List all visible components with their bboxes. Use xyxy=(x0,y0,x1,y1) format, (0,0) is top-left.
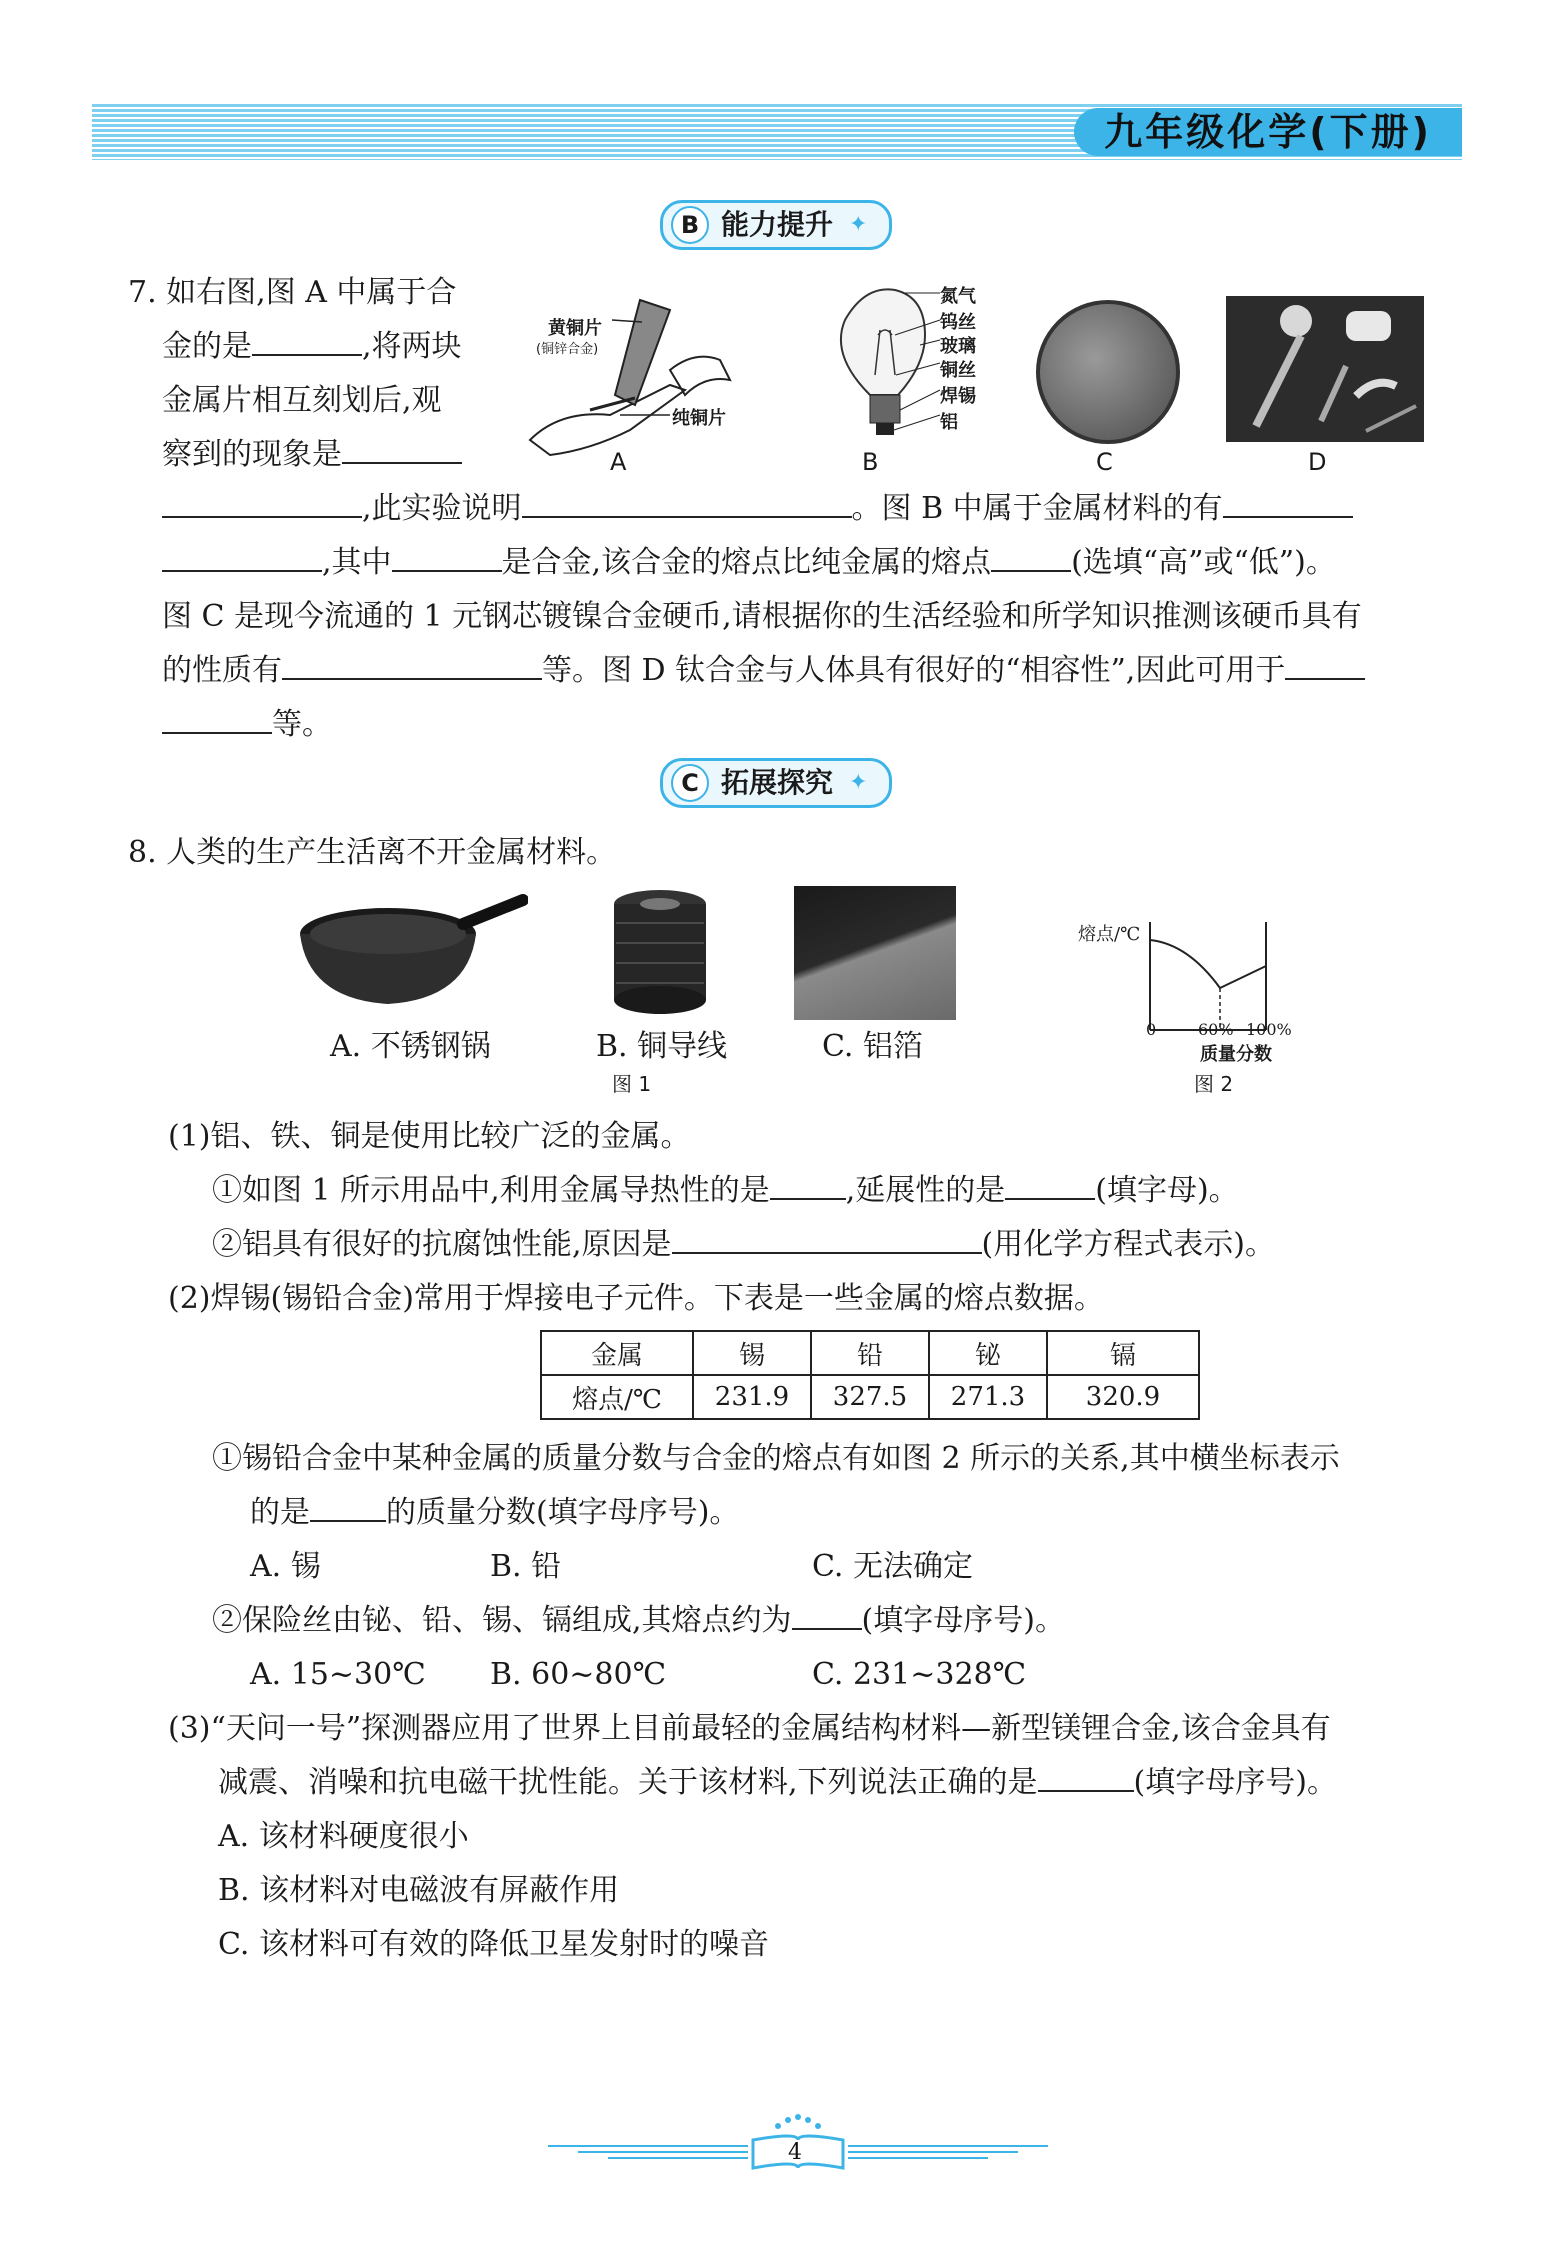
figure-c-label: C xyxy=(1096,448,1113,476)
answer-blank[interactable] xyxy=(162,486,362,518)
section-letter: C xyxy=(671,764,709,802)
table-cell: 镉 xyxy=(1047,1331,1199,1375)
table-row xyxy=(541,1375,1199,1419)
q8-p2b xyxy=(212,1594,1065,1648)
option: A. 15~30℃ xyxy=(250,1657,426,1692)
table-cell: 熔点/℃ xyxy=(541,1375,693,1419)
q7-line2 xyxy=(162,320,462,374)
fig2-tick: 60% xyxy=(1198,1020,1234,1039)
q8-text: ①如图 1 所示用品中,利用金属导热性的是 xyxy=(212,1173,770,1208)
q8-text: ②保险丝由铋、铅、锡、镉组成,其熔点约为 xyxy=(212,1603,792,1638)
q7-text: (选填“高”或“低”)。 xyxy=(1071,545,1336,580)
fig2-ylabel: 熔点/℃ xyxy=(1078,924,1141,945)
bulb-part-label: 钨丝 xyxy=(940,312,976,333)
q7-text: 察到的现象是 xyxy=(162,437,342,472)
implant-illustration xyxy=(1226,296,1424,442)
q8-p3-line1: (3)“天问一号”探测器应用了世界上目前最轻的金属结构材料—新型镁锂合金,该合金具有 xyxy=(168,1711,1331,1746)
q7-line4 xyxy=(162,428,462,482)
section-badge-c xyxy=(660,758,892,808)
bulb-part-label: 氮气 xyxy=(940,286,976,307)
q8-p2a-line2 xyxy=(250,1486,739,1540)
q7-text: ,将两块 xyxy=(362,329,462,364)
q8-text: (填字母)。 xyxy=(1095,1173,1239,1208)
table-cell: 铅 xyxy=(811,1331,929,1375)
answer-blank[interactable] xyxy=(162,702,272,734)
q7-text: ,此实验说明 xyxy=(362,491,522,526)
answer-blank[interactable] xyxy=(770,1168,846,1200)
star-icon: ✦ xyxy=(849,770,868,795)
option: C. 该材料可有效的降低卫星发射时的噪音 xyxy=(218,1927,769,1962)
option: B. 该材料对电磁波有屏蔽作用 xyxy=(218,1873,620,1908)
q8-p3-line2 xyxy=(218,1756,1337,1810)
table-cell: 271.3 xyxy=(929,1375,1047,1419)
q7-text: 。图 B 中属于金属材料的有 xyxy=(851,491,1223,526)
q7-text: ,其中 xyxy=(322,545,392,580)
q7-text: 是合金,该合金的熔点比纯金属的熔点 xyxy=(501,545,992,580)
q7-text: 等。图 D 钛合金与人体具有很好的“相容性”,因此可用于 xyxy=(542,653,1286,688)
answer-blank[interactable] xyxy=(1038,1760,1134,1792)
q8-p1a xyxy=(212,1164,1239,1218)
wire-spool-illustration xyxy=(610,888,710,1018)
answer-blank[interactable] xyxy=(1285,648,1365,680)
option: A. 锡 xyxy=(250,1549,321,1584)
figure-a-label: A xyxy=(610,448,627,476)
table-header-row xyxy=(541,1331,1199,1375)
fig1-item-b: B. 铜导线 xyxy=(596,1029,728,1064)
q8-p2: (2)焊锡(锡铅合金)常用于焊接电子元件。下表是一些金属的熔点数据。 xyxy=(168,1281,1104,1316)
copper-label: 纯铜片 xyxy=(672,408,726,429)
section-title: 能力提升 xyxy=(721,208,834,241)
bulb-part-label: 铝 xyxy=(940,412,958,433)
table-cell: 320.9 xyxy=(1047,1375,1199,1419)
table-cell: 327.5 xyxy=(811,1375,929,1419)
q8-p1: (1)铝、铁、铜是使用比较广泛的金属。 xyxy=(168,1119,691,1154)
q7-text: 的性质有 xyxy=(162,653,282,688)
fig1-item-c: C. 铝箔 xyxy=(822,1029,923,1064)
fig2-xlabel: 质量分数 xyxy=(1200,1044,1272,1065)
fig1-item-a: A. 不锈钢锅 xyxy=(330,1029,491,1064)
section-badge-b xyxy=(660,200,892,250)
q7-line1: 7. 如右图,图 A 中属于合 xyxy=(128,275,457,310)
table-cell: 231.9 xyxy=(693,1375,811,1419)
brass-sublabel: (铜锌合金) xyxy=(536,342,599,357)
bulb-part-label: 玻璃 xyxy=(940,336,976,357)
q7-line5 xyxy=(162,482,1353,536)
section-letter: B xyxy=(671,206,709,244)
brass-label: 黄铜片 xyxy=(548,318,602,339)
wok-image xyxy=(298,894,528,1014)
q8-text: (用化学方程式表示)。 xyxy=(981,1227,1275,1262)
q7-line3: 金属片相互刻划后,观 xyxy=(162,383,442,418)
q7-text: 等。 xyxy=(272,707,332,742)
titanium-implant-photo xyxy=(1226,296,1424,442)
answer-blank[interactable] xyxy=(342,432,462,464)
option: C. 无法确定 xyxy=(812,1549,973,1584)
q7-line8 xyxy=(162,644,1365,698)
q8-intro: 8. 人类的生产生活离不开金属材料。 xyxy=(128,835,617,870)
q8-text: 减震、消噪和抗电磁干扰性能。关于该材料,下列说法正确的是 xyxy=(218,1765,1038,1800)
answer-blank[interactable] xyxy=(1223,486,1353,518)
coin-image xyxy=(1036,300,1180,444)
answer-blank[interactable] xyxy=(991,540,1071,572)
fig2-tick: 100% xyxy=(1246,1020,1292,1039)
figure-d-label: D xyxy=(1308,448,1327,476)
q7-line6 xyxy=(162,536,1336,590)
wok-illustration xyxy=(298,894,528,1014)
fig2-tick: 0 xyxy=(1146,1020,1157,1039)
q8-p1b xyxy=(212,1218,1275,1272)
table-cell: 金属 xyxy=(541,1331,693,1375)
table-cell: 锡 xyxy=(693,1331,811,1375)
aluminum-foil-image xyxy=(794,886,956,1020)
fig1-caption: 图 1 xyxy=(612,1072,652,1096)
answer-blank[interactable] xyxy=(162,540,322,572)
figure-b-label: B xyxy=(862,448,879,476)
copper-wire-image xyxy=(610,888,710,1018)
option: C. 231~328℃ xyxy=(812,1657,1027,1692)
section-title: 拓展探究 xyxy=(721,766,834,799)
answer-blank[interactable] xyxy=(392,540,502,572)
answer-blank[interactable] xyxy=(1005,1168,1095,1200)
melting-point-table xyxy=(540,1330,1200,1420)
fig2-caption: 图 2 xyxy=(1194,1072,1234,1096)
answer-blank[interactable] xyxy=(252,324,362,356)
q7-line9 xyxy=(162,698,332,752)
answer-blank[interactable] xyxy=(282,648,542,680)
answer-blank[interactable] xyxy=(672,1222,982,1254)
bulb-part-label: 焊锡 xyxy=(940,386,976,407)
star-icon: ✦ xyxy=(849,212,868,237)
page-title: 九年级化学(下册) xyxy=(1074,108,1462,156)
q8-p2a-line1: ①锡铅合金中某种金属的质量分数与合金的熔点有如图 2 所示的关系,其中横坐标表示 xyxy=(212,1441,1340,1476)
q7-line7: 图 C 是现今流通的 1 元钢芯镀镍合金硬币,请根据你的生活经验和所学知识推测该硬币具有 xyxy=(162,599,1362,634)
option: B. 60~80℃ xyxy=(490,1657,667,1692)
answer-blank[interactable] xyxy=(792,1598,862,1630)
option: A. 该材料硬度很小 xyxy=(218,1819,469,1854)
option: B. 铅 xyxy=(490,1549,562,1584)
q8-text: ②铝具有很好的抗腐蚀性能,原因是 xyxy=(212,1227,672,1262)
q8-text: ,延展性的是 xyxy=(845,1173,1006,1208)
answer-blank[interactable] xyxy=(310,1490,386,1522)
q7-text: 金的是 xyxy=(162,329,252,364)
bulb-part-label: 铜丝 xyxy=(940,360,976,381)
q8-text: 的质量分数(填字母序号)。 xyxy=(386,1495,740,1530)
page-number: 4 xyxy=(788,2140,802,2165)
answer-blank[interactable] xyxy=(522,486,852,518)
q8-text: (填字母序号)。 xyxy=(1133,1765,1337,1800)
q8-text: 的是 xyxy=(250,1495,310,1530)
q8-text: (填字母序号)。 xyxy=(861,1603,1065,1638)
table-cell: 铋 xyxy=(929,1331,1047,1375)
